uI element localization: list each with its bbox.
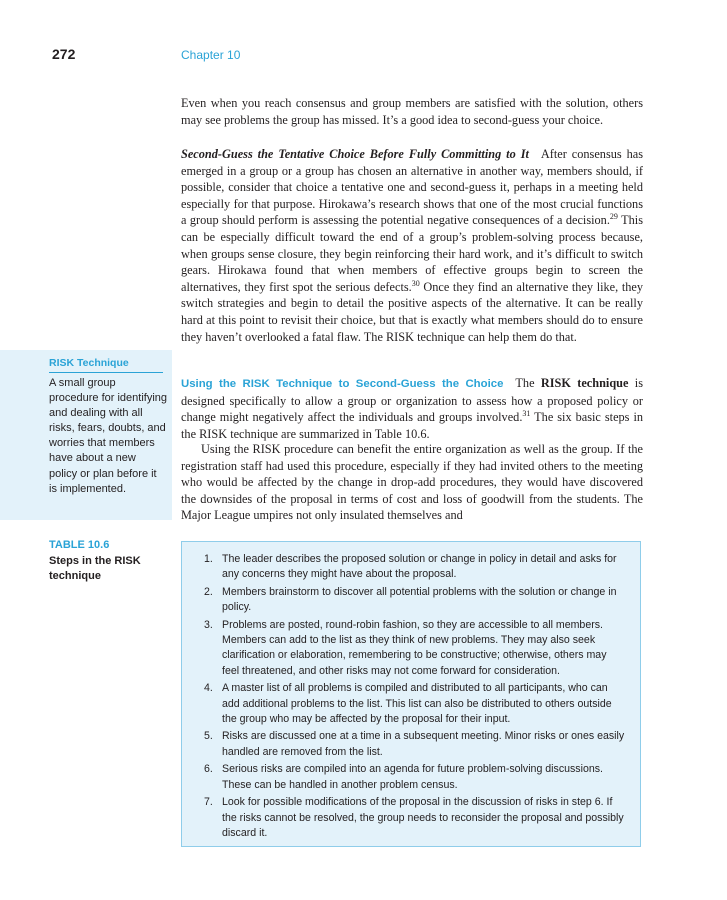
step-number: 4. — [204, 682, 213, 695]
list-item — [204, 762, 626, 793]
step-number: 2. — [204, 585, 213, 598]
step-text: Problems are posted, round-robin fashion, so they are accessible to all members. Members can add to the list as they think of new problems. They may also seek clarification or elaboration, remembering to be constructive; otherwise, others may feel threatened, and other risks may not come forward for consideration. — [222, 618, 607, 677]
step-number: 7. — [204, 796, 213, 809]
step-text: The leader describes the proposed solution or change in policy in detail and asks for any concerns they might have about the proposal. — [222, 553, 617, 581]
paragraph-second-guess-text-b: This can be especially difficult toward the end of a group’s problem-solving process because, when groups sense closure, they begin reinforcing their hard work, and it’s difficult to switch gears. Hirokawa found that when members of effective groups begin to screen the alternatives, they first spot the serious defects. — [181, 213, 643, 294]
run-in-heading-second-guess: Second-Guess the Tentative Choice Before Fully Committing to It — [181, 147, 529, 161]
paragraph-second-guess-text-c: Once they find an alternative they like, they switch strategies and begin to detail the positive aspects of the alternative. It can be really hard at this point to revisit their choice, but that is exactly what members should do to ensure they haven’t overlooked a fatal flaw. The RISK technique can help them do that. — [181, 279, 643, 344]
step-number: 1. — [204, 553, 213, 565]
glossary-definition: A small group procedure for identifying and dealing with all risks, fears, doubts, and worries that members have about a new policy or plan before it is implemented. — [49, 377, 168, 495]
step-text: A master list of all problems is compiled and distributed to all participants, who can add additional problems to the list. This list can also be distributed to others outside the group who may be affected by the proposal for their input. — [222, 682, 612, 726]
chapter-label: Chapter 10 — [181, 48, 241, 62]
step-text: Look for possible modifications of the proposal in the discussion of risks in step 6. If the risks cannot be resolved, the group needs to reconsider the proposal and possibly discard it. — [222, 796, 624, 839]
step-text: Members brainstorm to discover all potential problems with the solution or change in policy. — [222, 585, 617, 614]
step-number: 5. — [204, 730, 213, 743]
step-text: Risks are discussed one at a time in a subsequent meeting. Minor risks or ones easily handled are removed from the list. — [222, 730, 625, 758]
list-item — [204, 681, 626, 727]
paragraph-risk-text-c: The six basic steps in the RISK technique are summarized in Table 10.6. — [181, 410, 644, 441]
run-in-heading-risk: Using the RISK Technique to Second-Guess the Choice — [181, 378, 504, 390]
footnote-ref-29: 29 — [609, 212, 618, 222]
step-text: Serious risks are compiled into an agenda for future problem-solving discussions. These can be handled in another problem census. — [222, 763, 603, 791]
paragraph-risk-text-a: The — [515, 376, 541, 390]
key-term-risk-technique: RISK technique — [540, 376, 629, 390]
paragraph-second-guess — [181, 146, 643, 345]
page-number: 272 — [52, 46, 76, 62]
footnote-ref-31: 31 — [522, 409, 531, 419]
list-item — [204, 618, 626, 680]
risk-steps-table — [181, 541, 641, 847]
paragraph-risk-technique — [181, 375, 643, 442]
list-item — [204, 729, 626, 760]
table-label: TABLE 10.6 — [49, 539, 110, 551]
paragraph-second-guess-text-a: After consensus has emerged in a group or a group has chosen an alternative in another way, members should, if possible, consider that choice a tentative one and second-guess it, perhaps in a meeting held especially for that purpose. Hirokawa’s research shows that one of the most crucial functions a group should perform is assessing the potential negative consequences of a decision. — [181, 147, 643, 228]
glossary-term: RISK Technique — [49, 357, 163, 373]
step-number: 6. — [204, 763, 213, 776]
table-title: Steps in the RISK technique — [49, 555, 141, 582]
list-item — [204, 795, 626, 841]
paragraph-risk-text-b: is designed specifically to allow a group or organization to assess how a proposed policy or change might negatively affect the individuals and groups involved. — [181, 376, 643, 425]
paragraph-intro: Even when you reach consensus and group members are satisfied with the solution, others may see problems the group has missed. It’s a good idea to second-guess your choice. — [181, 96, 643, 127]
step-number: 3. — [204, 618, 213, 631]
risk-steps-list — [182, 542, 640, 841]
list-item — [204, 552, 626, 583]
paragraph-risk-benefits: Using the RISK procedure can benefit the entire organization as well as the group. If the registration staff had used this procedure, especially if they had invited others to the meeting who would be affected by the change in drop-add procedures, they would have discovered the downsides of the proposal in terms of cost and loss of goodwill from the students. The Major League umpires not only insulated themselves and — [181, 442, 643, 523]
footnote-ref-30: 30 — [411, 278, 420, 288]
list-item — [204, 585, 626, 616]
